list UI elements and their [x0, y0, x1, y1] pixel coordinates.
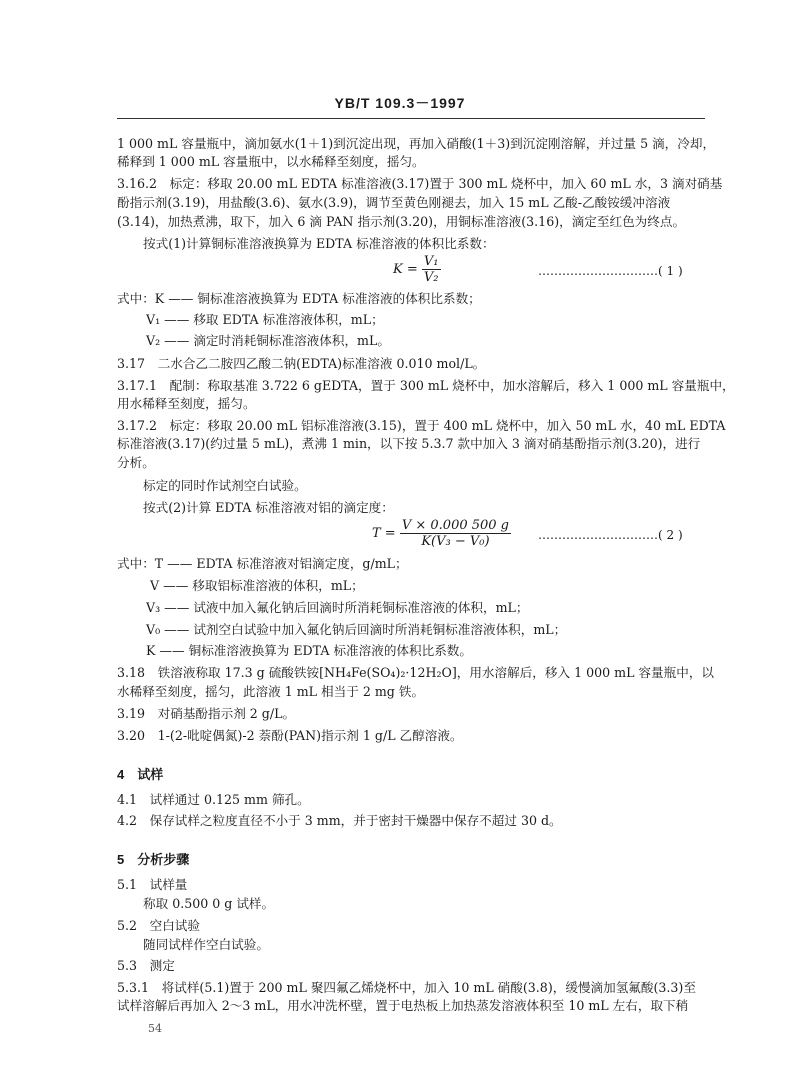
- text-line: 4.2 保存试样之粒度直径不小于 3 mm，并于密封干燥器中保存不超过 30 d。: [117, 813, 562, 828]
- text-line: V₃ —— 试液中加入氟化钠后回滴时所消耗铜标准溶液的体积，mL；: [146, 600, 529, 615]
- text-line: V —— 移取铝标准溶液的体积，mL；: [150, 578, 364, 593]
- text-line: 5.3 测定: [117, 958, 175, 973]
- text-line: 试样溶解后再加入 2～3 mL，用水冲洗杯壁，置于电热板上加热蒸发溶液体积至 10 mL 左右，取下稍: [117, 998, 689, 1013]
- text-line: 3.20 1-(2-吡啶偶氮)-2 萘酚(PAN)指示剂 1 g/L 乙醇溶液。: [117, 728, 463, 743]
- text-line: 酚指示剂(3.19)，用盐酸(3.6)、氨水(3.9)，调节至黄色刚褪去，加入 15 mL 乙酸-乙酸铵缓冲溶液: [117, 195, 671, 210]
- text-line: 5.1 试样量: [117, 877, 188, 892]
- text-line: 式中：T —— EDTA 标准溶液对铝滴定度，g/mL；: [117, 556, 408, 571]
- text-line: 5.3.1 将试样(5.1)置于 200 mL 聚四氟乙烯烧杯中，加入 10 mL 硝酸(3.8)，缓慢滴加氢氟酸(3.3)至: [117, 980, 696, 995]
- text-line: 3.18 铁溶液称取 17.3 g 硫酸铁铵[NH₄Fe(SO₄)₂·12H₂O]，用水溶解后，移入 1 000 mL 容量瓶中，以: [117, 665, 715, 680]
- page-number: 54: [148, 1022, 162, 1035]
- text-line: 式中：K —— 铜标准溶液换算为 EDTA 标准溶液的体积比系数；: [117, 291, 481, 306]
- section-heading-5: 5 分析步骤: [117, 852, 190, 867]
- formula-1-lhs: K =: [393, 262, 418, 277]
- text-line: V₁ —— 移取 EDTA 标准溶液体积，mL；: [146, 312, 384, 327]
- text-line: 按式(1)计算铜标准溶液换算为 EDTA 标准溶液的体积比系数：: [143, 236, 495, 251]
- text-line: 按式(2)计算 EDTA 标准溶液对铝的滴定度：: [143, 500, 394, 515]
- text-line: 3.17.1 配制：称取基准 3.722 6 gEDTA，置于 300 mL 烧杯中，加水溶解后，移入 1 000 mL 容量瓶中，: [117, 378, 735, 393]
- text-line: V₀ —— 试剂空白试验中加入氟化钠后回滴时所消耗铜标准溶液体积，mL；: [146, 622, 567, 637]
- formula-2-lhs: T =: [372, 526, 396, 541]
- text-line: 用水稀释至刻度，摇匀。: [117, 396, 256, 411]
- formula-2: [372, 518, 511, 549]
- formula-1-denominator: V₂: [423, 270, 439, 285]
- text-line: 5.2 空白试验: [117, 918, 200, 933]
- formula-2-numerator: V × 0.000 500 g: [401, 518, 510, 533]
- text-line: 1 000 mL 容量瓶中，滴加氨水(1＋1)到沉淀出现，再加入硝酸(1＋3)到沉淀刚溶解，并过量 5 滴，冷却，: [117, 136, 716, 151]
- text-line: 分析。: [117, 455, 155, 470]
- formula-2-denominator: K(V₃ − V₀): [421, 534, 490, 549]
- text-line: 3.19 对硝基酚指示剂 2 g/L。: [117, 706, 296, 721]
- text-line: 稀释到 1 000 mL 容量瓶中，以水稀释至刻度，摇匀。: [117, 154, 425, 169]
- text-line: 标定的同时作试剂空白试验。: [143, 478, 307, 493]
- text-line: 水稀释至刻度，摇匀，此溶液 1 mL 相当于 2 mg 铁。: [117, 684, 425, 699]
- formula-2-number: …………………………( 2 ): [538, 528, 683, 542]
- header-divider: [117, 118, 705, 119]
- formula-1-fraction: [422, 254, 441, 285]
- text-line: 3.17.2 标定：移取 20.00 mL 铝标准溶液(3.15)，置于 400 mL 烧杯中，加入 50 mL 水，40 mL EDTA: [117, 418, 726, 433]
- formula-1-number: …………………………( 1 ): [538, 264, 683, 278]
- text-line: (3.14)，加热煮沸，取下，加入 6 滴 PAN 指示剂(3.20)，用铜标准溶液(3.16)，滴定至红色为终点。: [117, 214, 686, 229]
- text-line: 3.17 二水合乙二胺四乙酸二钠(EDTA)标准溶液 0.010 mol/L。: [117, 356, 486, 371]
- standard-code-header: YB/T 109.3－1997: [334, 95, 466, 111]
- text-line: K —— 铜标准溶液换算为 EDTA 标准溶液的体积比系数。: [146, 643, 472, 658]
- formula-1: [393, 254, 441, 285]
- text-line: 4.1 试样通过 0.125 mm 筛孔。: [117, 792, 310, 807]
- formula-2-fraction: [400, 518, 511, 549]
- text-line: 3.16.2 标定：移取 20.00 mL EDTA 标准溶液(3.17)置于 300 mL 烧杯中，加入 60 mL 水，3 滴对硝基: [117, 176, 723, 191]
- text-line: 随同试样作空白试验。: [143, 937, 269, 952]
- section-heading-4: 4 试样: [117, 767, 164, 782]
- text-line: 标准溶液(3.17)(约过量 5 mL)，煮沸 1 min，以下按 5.3.7 款中加入 3 滴对硝基酚指示剂(3.20)，进行: [117, 436, 701, 451]
- formula-1-numerator: V₁: [423, 254, 439, 269]
- text-line: V₂ —— 滴定时消耗铜标准溶液体积，mL。: [146, 333, 390, 348]
- text-line: 称取 0.500 0 g 试样。: [143, 896, 275, 911]
